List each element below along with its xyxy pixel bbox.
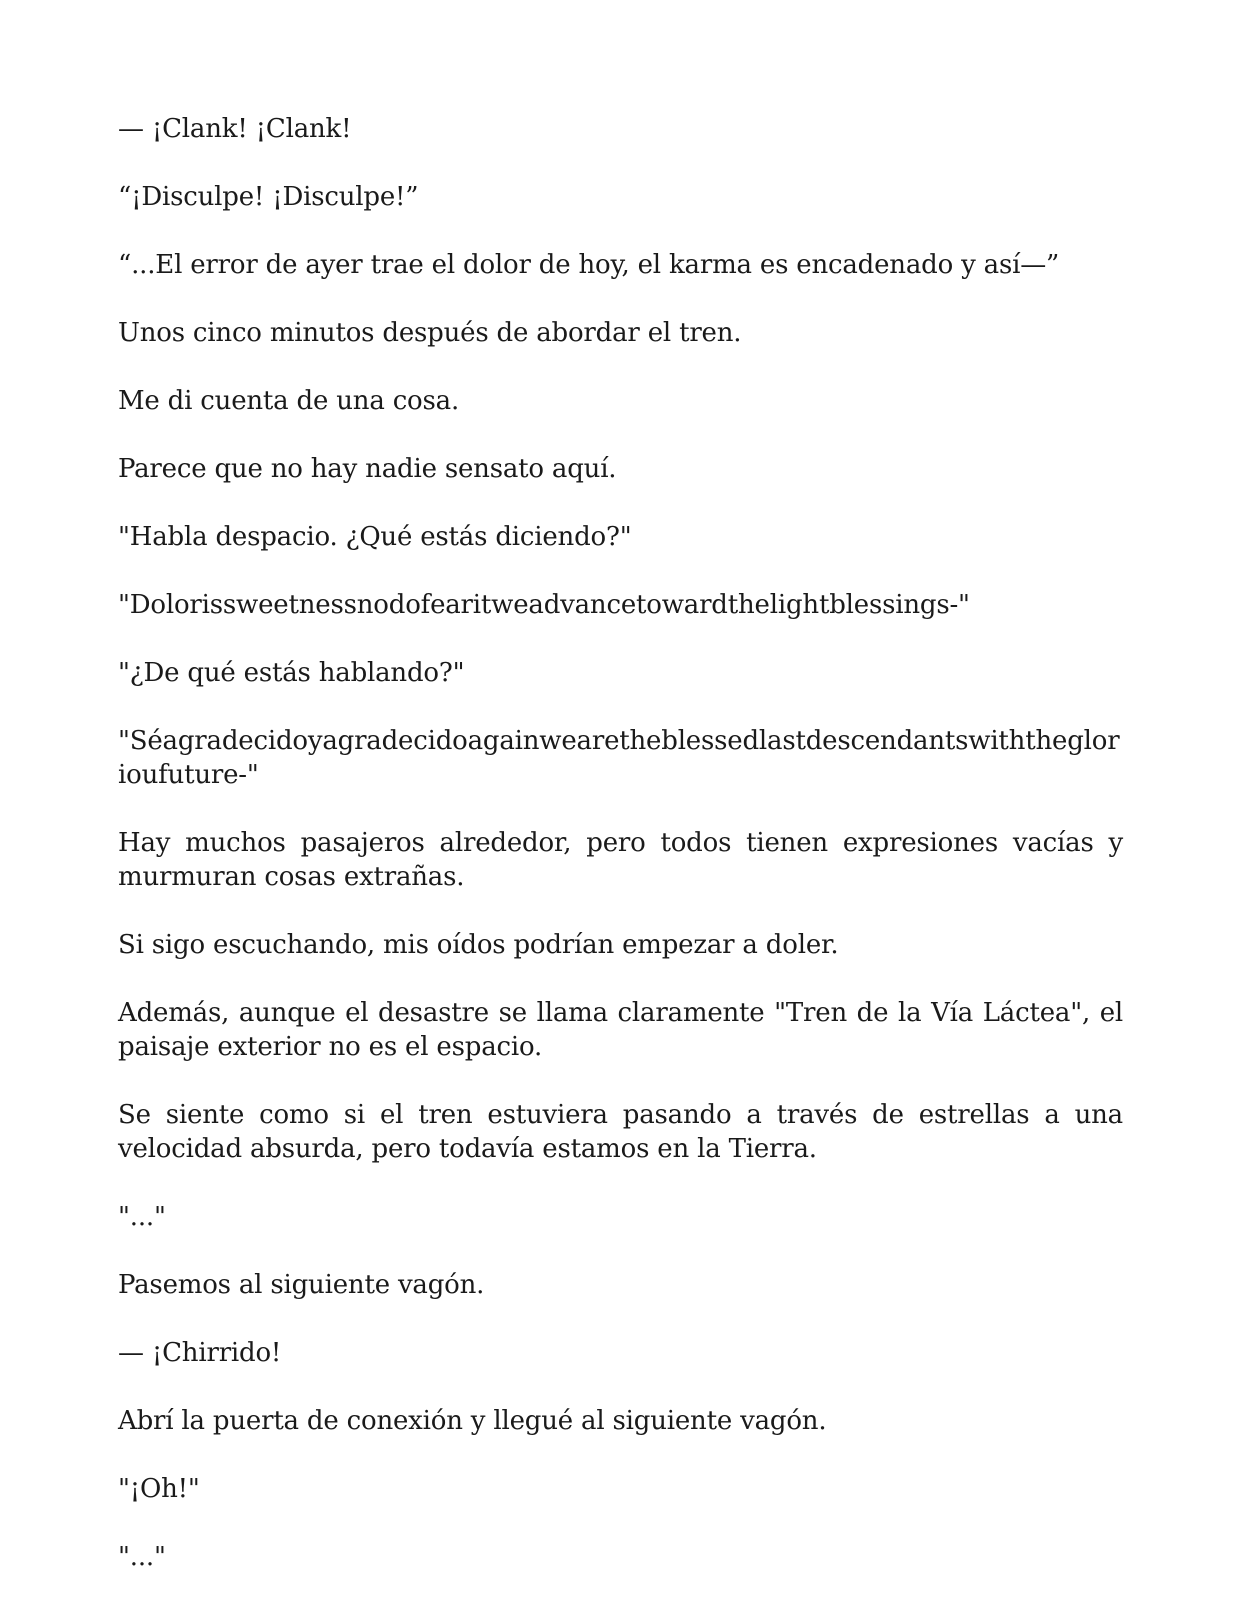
body-text [118, 112, 1123, 1608]
paragraph-narration-opened-door: Abrí la puerta de conexión y llegué al siguiente vagón. [118, 1406, 827, 1436]
paragraph-sound-clank: — ¡Clank! ¡Clank! [118, 114, 352, 144]
paragraph-narration-realized: Me di cuenta de una cosa. [118, 386, 460, 416]
paragraph-dialogue-karma: “...El error de ayer trae el dolor de hoy, el karma es encadenado y así—” [118, 250, 1060, 280]
paragraph-narration-ears: Si sigo escuchando, mis oídos podrían empezar a doler. [118, 930, 839, 960]
paragraph-dialogue-ellipsis-1: "..." [118, 1202, 166, 1232]
paragraph-narration-nobody-sane: Parece que no hay nadie sensato aquí. [118, 454, 617, 484]
paragraph-narration-boarding: Unos cinco minutos después de abordar el tren. [118, 318, 742, 348]
paragraph-dialogue-murmur-1: "Dolorissweetnessnodofearitweadvancetowardthelightblessings-" [118, 590, 970, 620]
paragraph-dialogue-speak-slowly: "Habla despacio. ¿Qué estás diciendo?" [118, 522, 632, 552]
paragraph-narration-passengers: Hay muchos pasajeros alrededor, pero todos tienen expresiones vacías y murmuran cosas extrañas. [118, 828, 1123, 892]
paragraph-narration-stars: Se siente como si el tren estuviera pasando a través de estrellas a una velocidad absurda, pero todavía estamos en la Tierra. [118, 1100, 1123, 1164]
paragraph-dialogue-ellipsis-2: "..." [118, 1542, 166, 1572]
paragraph-narration-milky-way: Además, aunque el desastre se llama claramente "Tren de la Vía Láctea", el paisaje exterior no es el espacio. [118, 998, 1123, 1062]
paragraph-dialogue-what-talking: "¿De qué estás hablando?" [118, 658, 465, 688]
paragraph-dialogue-oh: "¡Oh!" [118, 1474, 200, 1504]
paragraph-sound-squeak: — ¡Chirrido! [118, 1338, 282, 1368]
paragraph-narration-next-car: Pasemos al siguiente vagón. [118, 1270, 485, 1300]
paragraph-dialogue-disculpe: “¡Disculpe! ¡Disculpe!” [118, 182, 419, 212]
paragraph-dialogue-murmur-2: "Séagradecidoyagradecidoagainwearetheblessedlastdescendantswiththeglorioufuture-" [118, 726, 1120, 790]
